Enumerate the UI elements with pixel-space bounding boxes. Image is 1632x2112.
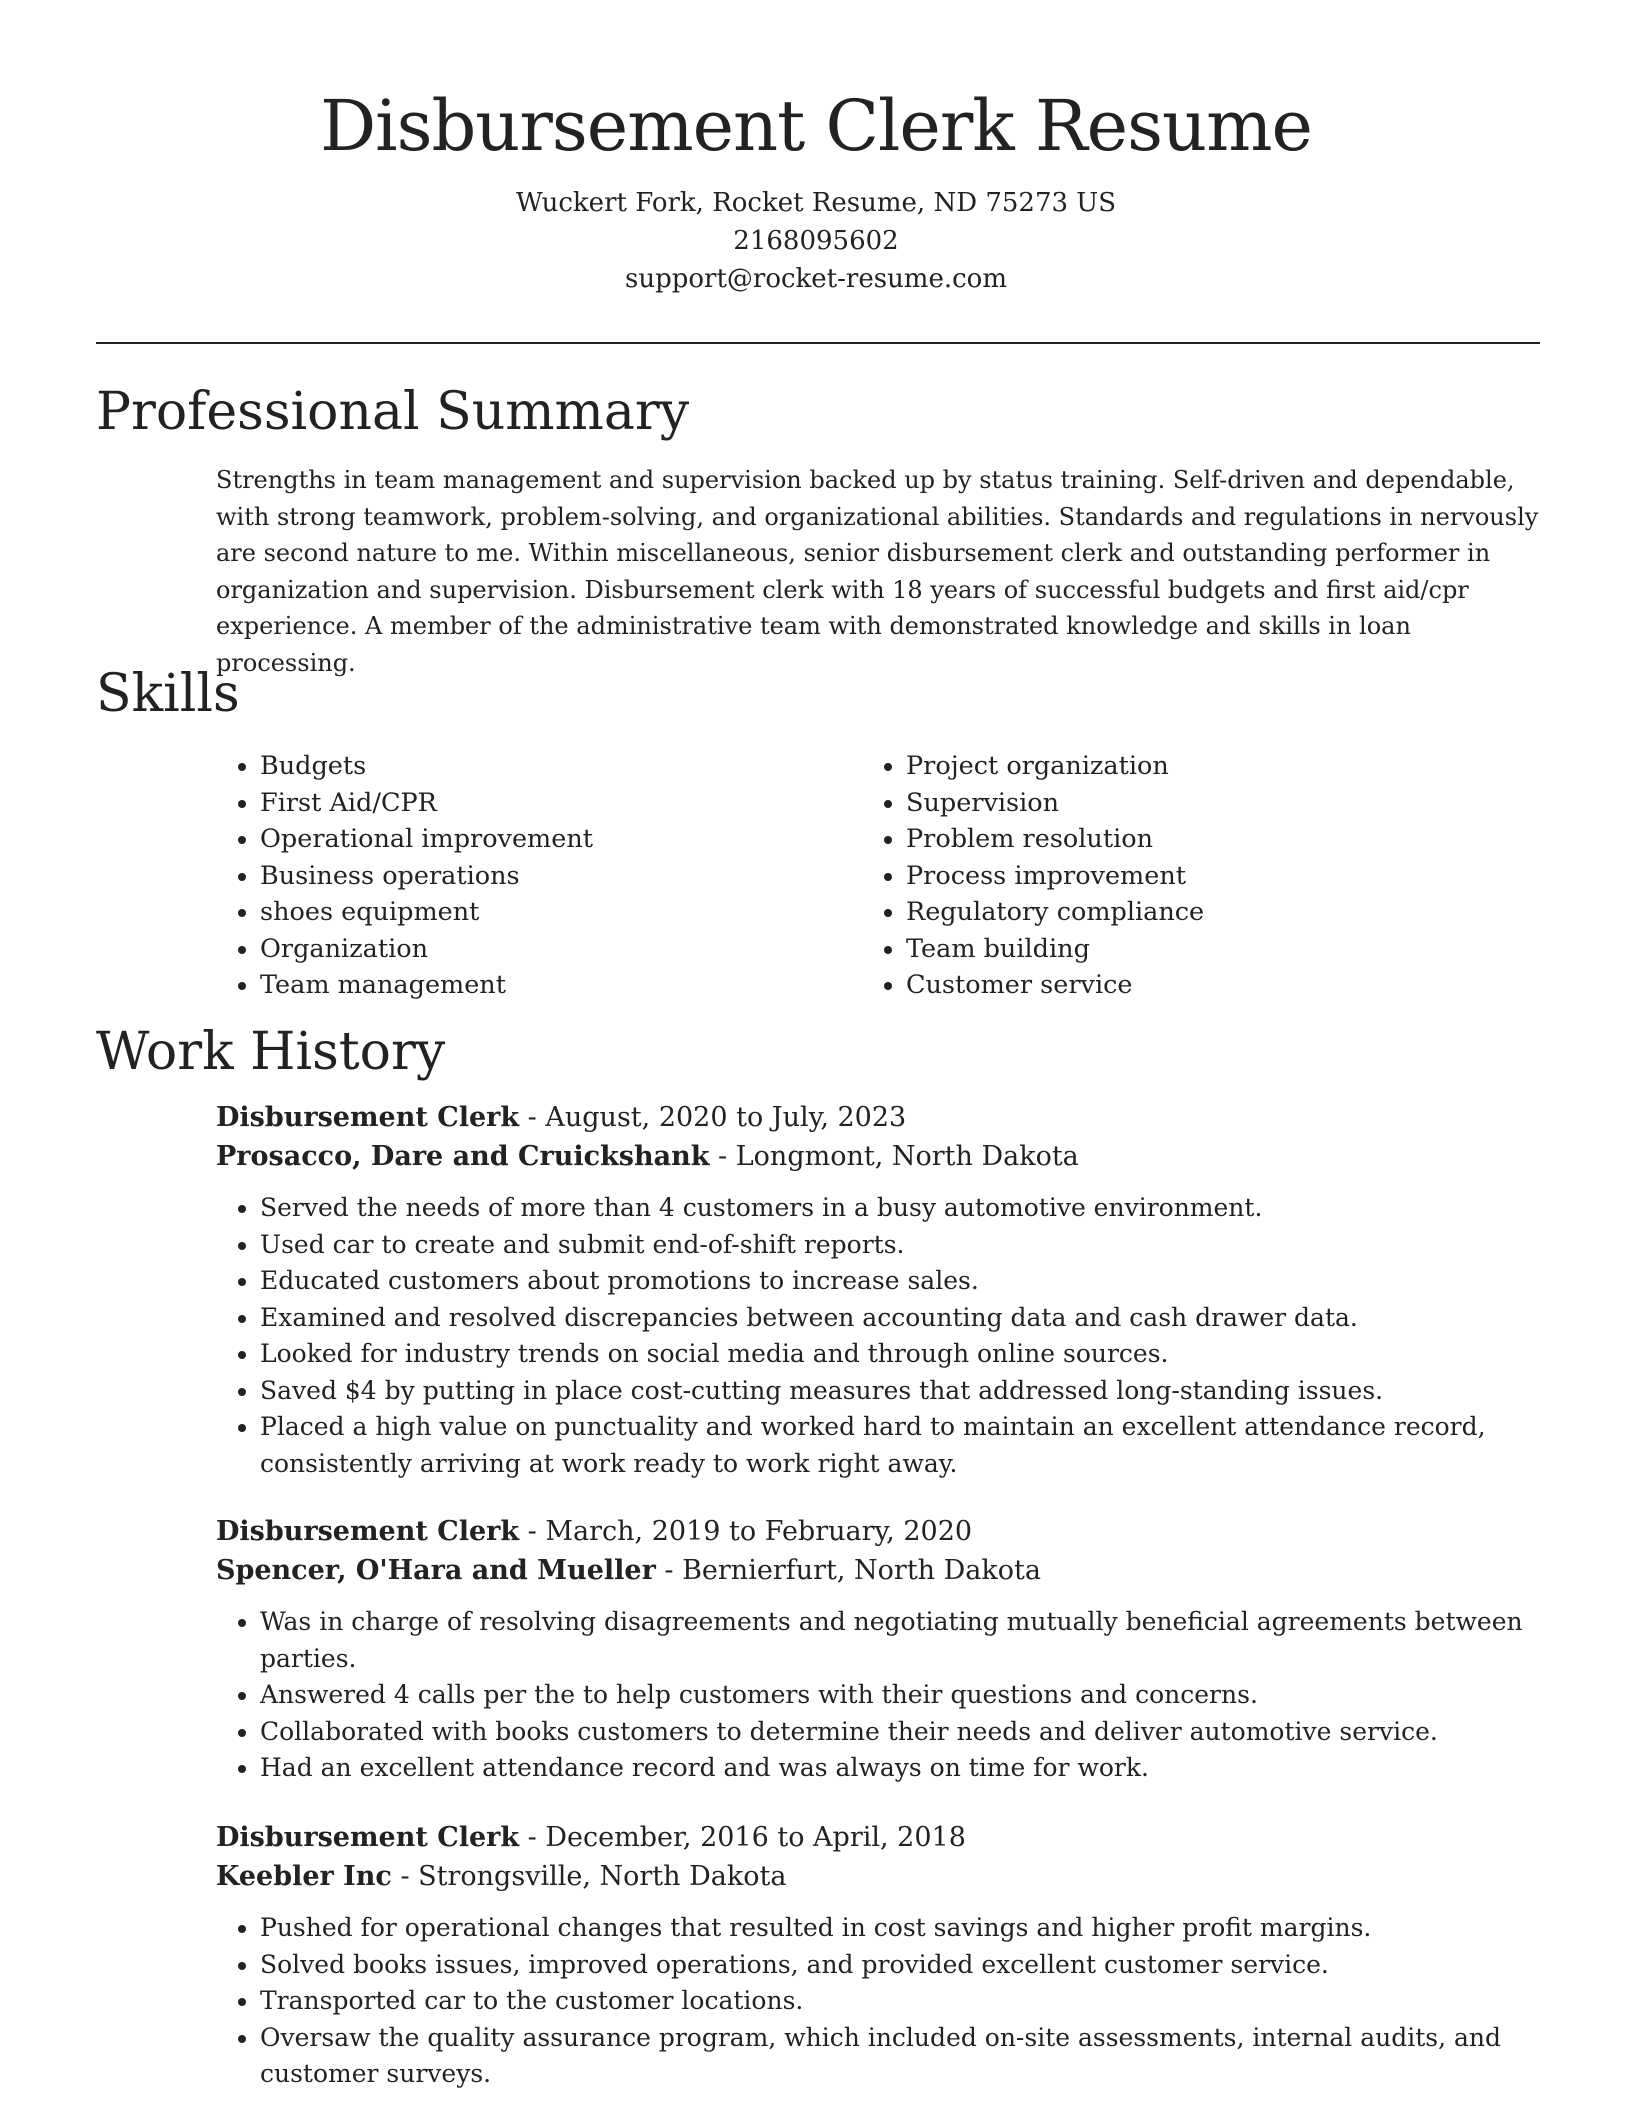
skill-item: • Organization	[260, 931, 593, 968]
skill-item: • Business operations	[260, 858, 593, 895]
job-bullet: • Pushed for operational changes that resulted in cost savings and higher profit margins.	[260, 1910, 1546, 1947]
job-bullet: • Saved $4 by putting in place cost-cutting measures that addressed long-standing issues.	[260, 1373, 1546, 1410]
job-title-line	[216, 1098, 1546, 1137]
job-bullet: • Served the needs of more than 4 customers in a busy automotive environment.	[260, 1190, 1546, 1227]
job-bullet: • Was in charge of resolving disagreements and negotiating mutually beneficial agreements between parties.	[260, 1604, 1546, 1677]
skill-item: • shoes equipment	[260, 894, 593, 931]
job-bullet: • Looked for industry trends on social media and through online sources.	[260, 1336, 1546, 1373]
job-dates: - August, 2020 to July, 2023	[519, 1102, 907, 1133]
skills-list-right	[862, 748, 1204, 1004]
job-bullet: • Used car to create and submit end-of-shift reports.	[260, 1227, 1546, 1264]
resume-title: Disbursement Clerk Resume	[320, 85, 1312, 167]
job-bullet: • Transported car to the customer locations.	[260, 1983, 1546, 2020]
header-divider	[96, 342, 1540, 344]
contact-address: Wuckert Fork, Rocket Resume, ND 75273 US	[515, 188, 1117, 218]
job-company: Keebler Inc	[216, 1861, 392, 1892]
skill-item: • Project organization	[906, 748, 1204, 785]
job-entry	[216, 1512, 1546, 1787]
job-company-line	[216, 1551, 1546, 1590]
skill-item: • Team management	[260, 967, 593, 1004]
contact-info	[0, 184, 1632, 298]
summary-heading: Professional Summary	[96, 382, 690, 442]
skill-item: • First Aid/CPR	[260, 785, 593, 822]
job-title-line	[216, 1512, 1546, 1551]
job-bullet: • Had an excellent attendance record and was always on time for work.	[260, 1750, 1546, 1787]
job-location: - Strongsville, North Dakota	[391, 1861, 787, 1892]
job-bullet: • Oversaw the quality assurance program, which included on-site assessments, internal audits, and customer surveys.	[260, 2020, 1546, 2093]
job-company-line	[216, 1857, 1546, 1896]
skill-item: • Team building	[906, 931, 1204, 968]
job-entry	[216, 1098, 1546, 1482]
job-company-line	[216, 1137, 1546, 1176]
skill-item: • Operational improvement	[260, 821, 593, 858]
resume-header	[0, 80, 1632, 298]
skill-item: • Problem resolution	[906, 821, 1204, 858]
job-location: - Bernierfurt, North Dakota	[655, 1555, 1041, 1586]
skill-item: • Supervision	[906, 785, 1204, 822]
job-responsibilities	[216, 1190, 1546, 1482]
job-company: Prosacco, Dare and Cruickshank	[216, 1141, 710, 1172]
skills-heading: Skills	[96, 664, 240, 724]
summary-text: Strengths in team management and supervision backed up by status training. Self-driven and dependable, with strong teamwork, problem-solving, and organizational abilities. Standards and regulations in nervously are second nature to me. Within miscellaneous, senior disbursement clerk and outstanding performer in organization and supervision. Disbursement clerk with 18 years of successful budgets and first aid/cpr experience. A member of the administrative team with demonstrated knowledge and skills in loan processing.	[216, 466, 1539, 677]
job-title-line	[216, 1818, 1546, 1857]
job-title: Disbursement Clerk	[216, 1102, 520, 1133]
skill-item: • Regulatory compliance	[906, 894, 1204, 931]
job-bullet: • Examined and resolved discrepancies between accounting data and cash drawer data.	[260, 1300, 1546, 1337]
job-dates: - March, 2019 to February, 2020	[519, 1516, 973, 1547]
job-company: Spencer, O'Hara and Mueller	[216, 1555, 656, 1586]
skill-item: • Budgets	[260, 748, 593, 785]
job-location: - Longmont, North Dakota	[709, 1141, 1079, 1172]
work-history-heading: Work History	[96, 1022, 446, 1082]
job-bullet: • Placed a high value on punctuality and worked hard to maintain an excellent attendance record, consistently arriving at work ready to work right away.	[260, 1409, 1546, 1482]
job-responsibilities	[216, 1604, 1546, 1787]
skills-list-left	[216, 748, 593, 1004]
job-responsibilities	[216, 1910, 1546, 2093]
job-title: Disbursement Clerk	[216, 1822, 520, 1853]
job-title: Disbursement Clerk	[216, 1516, 520, 1547]
job-bullet: • Educated customers about promotions to increase sales.	[260, 1263, 1546, 1300]
contact-phone: 2168095602	[733, 226, 899, 256]
skill-item: • Customer service	[906, 967, 1204, 1004]
contact-email: support@rocket-resume.com	[624, 264, 1007, 294]
job-entry	[216, 1818, 1546, 2093]
job-bullet: • Answered 4 calls per the to help customers with their questions and concerns.	[260, 1677, 1546, 1714]
job-bullet: • Solved books issues, improved operations, and provided excellent customer service.	[260, 1947, 1546, 1984]
job-bullet: • Collaborated with books customers to determine their needs and deliver automotive service.	[260, 1714, 1546, 1751]
job-dates: - December, 2016 to April, 2018	[519, 1822, 966, 1853]
skill-item: • Process improvement	[906, 858, 1204, 895]
